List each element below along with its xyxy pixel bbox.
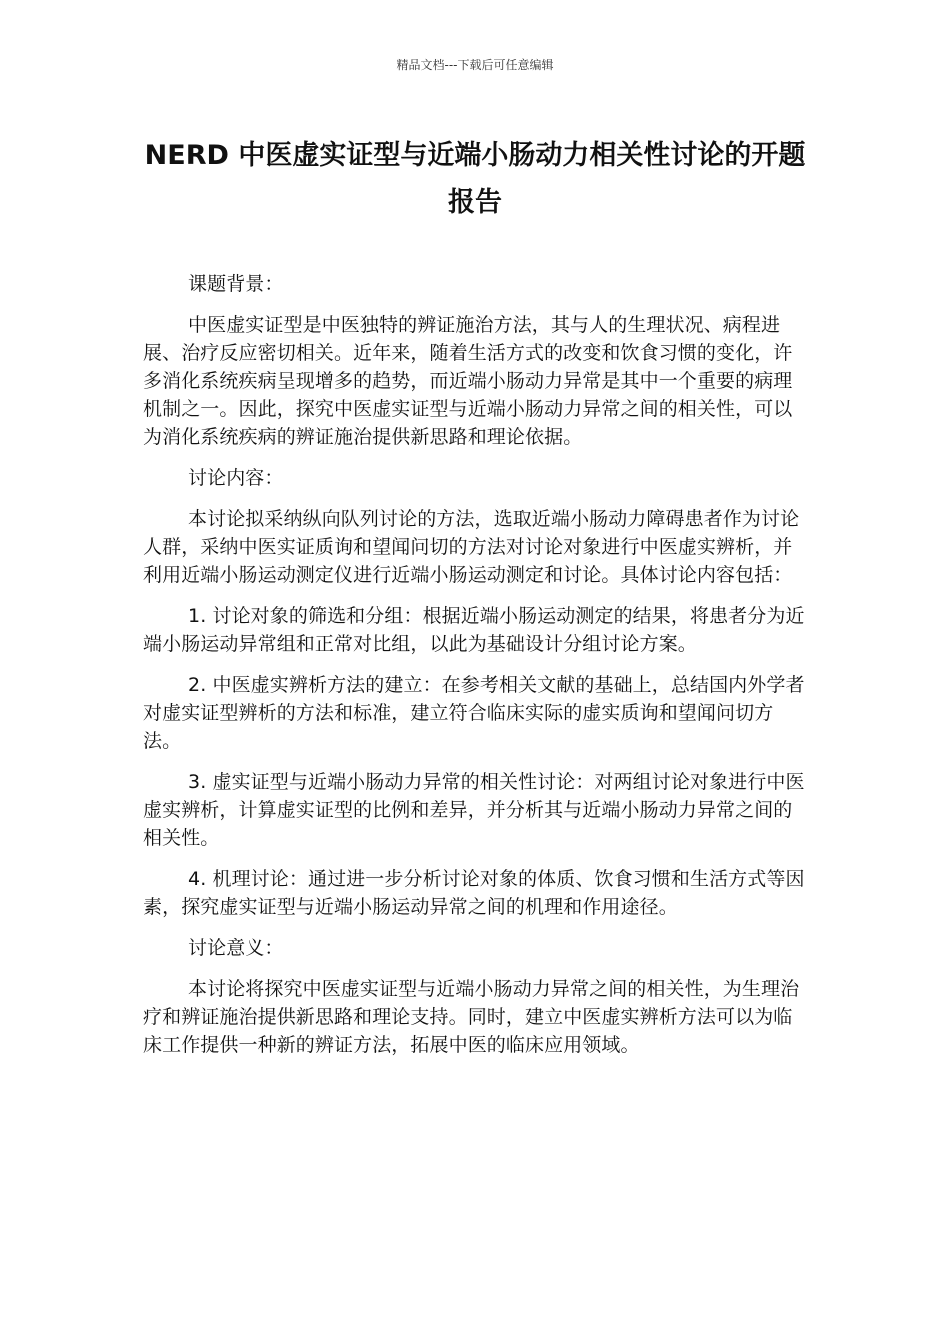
significance-heading: 讨论意义： <box>188 937 284 959</box>
content-intro-paragraph: 本讨论拟采纳纵向队列讨论的方法，选取近端小肠动力障碍患者作为讨论人群，采纳中医实证质询和望闻问切的方法对讨论对象进行中医虚实辨析，并利用近端小肠运动测定仪进行近端小肠运动测定和讨论。具体讨论内容包括： <box>143 508 800 586</box>
content-heading: 讨论内容： <box>188 467 284 489</box>
significance-paragraph: 本讨论将探究中医虚实证型与近端小肠动力异常之间的相关性，为生理治疗和辨证施治提供新思路和理论支持。同时，建立中医虚实辨析方法可以为临床工作提供一种新的辨证方法，拓展中医的临床应用领域。 <box>143 978 800 1056</box>
document-body <box>143 270 807 1072</box>
list-item: 4. 机理讨论：通过进一步分析讨论对象的体质、饮食习惯和生活方式等因素，探究虚实证型与近端小肠运动异常之间的机理和作用途径。 <box>143 868 805 918</box>
list-item: 2. 中医虚实辨析方法的建立：在参考相关文献的基础上，总结国内外学者对虚实证型辨析的方法和标准，建立符合临床实际的虚实质询和望闻问切方法。 <box>143 674 805 752</box>
list-item: 1. 讨论对象的筛选和分组：根据近端小肠运动测定的结果，将患者分为近端小肠运动异常组和正常对比组，以此为基础设计分组讨论方案。 <box>143 605 805 655</box>
list-item: 3. 虚实证型与近端小肠动力异常的相关性讨论：对两组讨论对象进行中医虚实辨析，计算虚实证型的比例和差异，并分析其与近端小肠动力异常之间的相关性。 <box>143 771 805 849</box>
background-paragraph: 中医虚实证型是中医独特的辨证施治方法，其与人的生理状况、病程进展、治疗反应密切相关。近年来，随着生活方式的改变和饮食习惯的变化，许多消化系统疾病呈现增多的趋势，而近端小肠动力异常是其中一个重要的病理机制之一。因此，探究中医虚实证型与近端小肠动力异常之间的相关性，可以为消化系统疾病的辨证施治提供新思路和理论依据。 <box>143 314 793 448</box>
header-note: 精品文档---下载后可任意编辑 <box>396 58 554 72</box>
document-title: NERD 中医虚实证型与近端小肠动力相关性讨论的开题报告 <box>144 140 806 218</box>
background-heading: 课题背景： <box>188 273 284 295</box>
